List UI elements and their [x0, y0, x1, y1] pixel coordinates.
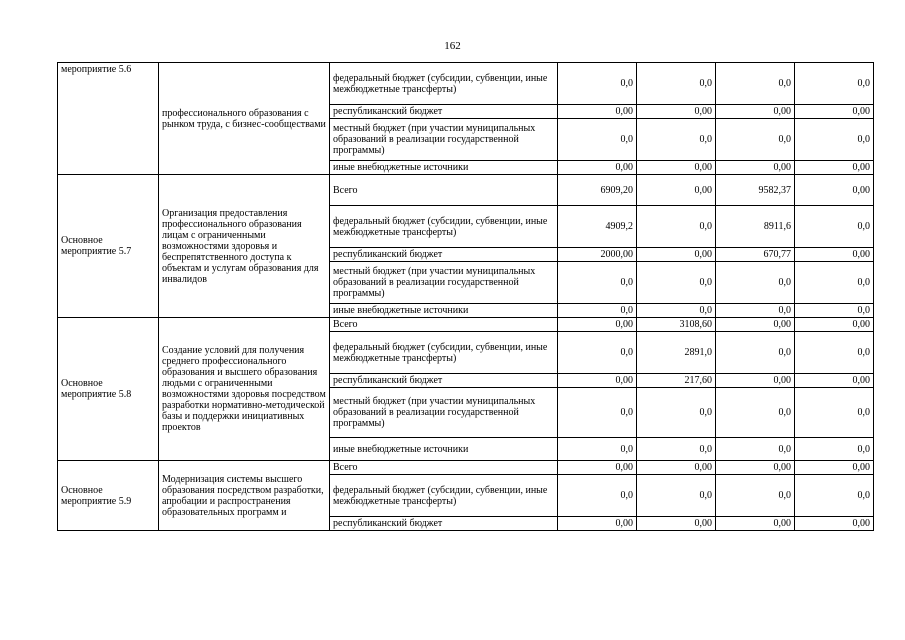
amount-cell: 0,00	[716, 461, 795, 475]
amount-cell: 0,0	[558, 438, 637, 461]
amount-cell: 2000,00	[558, 248, 637, 262]
table-row	[58, 461, 874, 475]
amount-cell: 0,0	[637, 262, 716, 304]
amount-cell: 0,0	[795, 304, 874, 318]
amount-cell: 0,0	[716, 388, 795, 438]
amount-cell: 217,60	[637, 374, 716, 388]
amount-cell: 0,0	[637, 206, 716, 248]
table-row	[58, 318, 874, 332]
amount-cell: 0,00	[637, 175, 716, 206]
amount-cell: 0,0	[795, 332, 874, 374]
amount-cell: 0,00	[716, 374, 795, 388]
amount-cell: 0,00	[637, 517, 716, 531]
amount-cell: 0,0	[795, 206, 874, 248]
activity-name-cell: профессионального образования с рынком труда, с бизнес-сообществами	[159, 63, 330, 175]
funding-source-cell: местный бюджет (при участии муниципальных образований в реализации государственной программы)	[330, 262, 558, 304]
amount-cell: 4909,2	[558, 206, 637, 248]
amount-cell: 0,0	[795, 63, 874, 105]
amount-cell: 0,00	[558, 461, 637, 475]
amount-cell: 0,0	[637, 475, 716, 517]
amount-cell: 0,00	[795, 105, 874, 119]
funding-source-cell: Всего	[330, 175, 558, 206]
amount-cell: 0,0	[637, 119, 716, 161]
amount-cell: 0,00	[716, 517, 795, 531]
amount-cell: 0,00	[795, 248, 874, 262]
amount-cell: 0,0	[558, 262, 637, 304]
funding-source-cell: иные внебюджетные источники	[330, 304, 558, 318]
amount-cell: 0,0	[716, 63, 795, 105]
page-number: 162	[444, 40, 461, 52]
amount-cell: 6909,20	[558, 175, 637, 206]
amount-cell: 0,00	[558, 374, 637, 388]
amount-cell: 8911,6	[716, 206, 795, 248]
amount-cell: 0,00	[795, 461, 874, 475]
amount-cell: 0,00	[637, 248, 716, 262]
activity-cell: мероприятие 5.6	[58, 63, 159, 175]
activity-name-cell: Организация предоставления профессионального образования лицам с ограниченными возможностями здоровья и беспрепятственного доступа к объектам и услугам образования для инвалидов	[159, 175, 330, 318]
funding-source-cell: республиканский бюджет	[330, 248, 558, 262]
amount-cell: 0,0	[716, 475, 795, 517]
funding-source-cell: федеральный бюджет (субсидии, субвенции, иные межбюджетные трансферты)	[330, 63, 558, 105]
activity-name-cell: Модернизация системы высшего образования посредством разработки, апробации и распространения образовательных программ и	[159, 461, 330, 531]
amount-cell: 670,77	[716, 248, 795, 262]
amount-cell: 0,0	[637, 388, 716, 438]
amount-cell: 0,00	[795, 161, 874, 175]
funding-source-cell: иные внебюджетные источники	[330, 161, 558, 175]
funding-source-cell: федеральный бюджет (субсидии, субвенции, иные межбюджетные трансферты)	[330, 332, 558, 374]
funding-source-cell: республиканский бюджет	[330, 517, 558, 531]
amount-cell: 0,0	[637, 304, 716, 318]
amount-cell: 0,00	[637, 461, 716, 475]
table-row	[58, 175, 874, 206]
amount-cell: 0,0	[716, 304, 795, 318]
amount-cell: 0,00	[558, 318, 637, 332]
amount-cell: 0,0	[558, 332, 637, 374]
amount-cell: 0,00	[637, 161, 716, 175]
funding-source-cell: Всего	[330, 318, 558, 332]
amount-cell: 0,0	[795, 262, 874, 304]
amount-cell: 0,00	[558, 105, 637, 119]
amount-cell: 0,0	[558, 475, 637, 517]
amount-cell: 0,00	[716, 161, 795, 175]
funding-source-cell: федеральный бюджет (субсидии, субвенции, иные межбюджетные трансферты)	[330, 206, 558, 248]
amount-cell: 0,0	[558, 63, 637, 105]
activity-cell: Основное мероприятие 5.7	[58, 175, 159, 318]
amount-cell: 0,0	[716, 438, 795, 461]
amount-cell: 0,0	[558, 388, 637, 438]
amount-cell: 0,00	[795, 374, 874, 388]
activity-cell: Основное мероприятие 5.9	[58, 461, 159, 531]
amount-cell: 0,0	[716, 262, 795, 304]
amount-cell: 0,0	[637, 438, 716, 461]
table-row	[58, 63, 874, 105]
amount-cell: 9582,37	[716, 175, 795, 206]
amount-cell: 0,0	[637, 63, 716, 105]
amount-cell: 0,00	[558, 161, 637, 175]
funding-source-cell: местный бюджет (при участии муниципальных образований в реализации государственной программы)	[330, 119, 558, 161]
amount-cell: 0,0	[716, 119, 795, 161]
amount-cell: 0,00	[637, 105, 716, 119]
funding-source-cell: иные внебюджетные источники	[330, 438, 558, 461]
amount-cell: 0,00	[795, 517, 874, 531]
amount-cell: 0,0	[716, 332, 795, 374]
amount-cell: 0,0	[558, 304, 637, 318]
amount-cell: 0,0	[795, 388, 874, 438]
amount-cell: 0,00	[558, 517, 637, 531]
funding-source-cell: республиканский бюджет	[330, 105, 558, 119]
amount-cell: 0,00	[795, 318, 874, 332]
activity-cell: Основное мероприятие 5.8	[58, 318, 159, 461]
amount-cell: 0,0	[795, 438, 874, 461]
funding-source-cell: местный бюджет (при участии муниципальных образований в реализации государственной программы)	[330, 388, 558, 438]
amount-cell: 0,0	[558, 119, 637, 161]
budget-table	[57, 62, 874, 531]
funding-source-cell: республиканский бюджет	[330, 374, 558, 388]
amount-cell: 0,0	[795, 475, 874, 517]
amount-cell: 0,00	[716, 105, 795, 119]
amount-cell: 3108,60	[637, 318, 716, 332]
funding-source-cell: федеральный бюджет (субсидии, субвенции, иные межбюджетные трансферты)	[330, 475, 558, 517]
amount-cell: 0,00	[795, 175, 874, 206]
activity-name-cell: Создание условий для получения среднего профессионального образования и высшего образования людьми с ограниченными возможностями здоровья посредством разработки нормативно-методической базы и поддержки инициативных проектов	[159, 318, 330, 461]
amount-cell: 0,00	[716, 318, 795, 332]
amount-cell: 0,0	[795, 119, 874, 161]
funding-source-cell: Всего	[330, 461, 558, 475]
amount-cell: 2891,0	[637, 332, 716, 374]
